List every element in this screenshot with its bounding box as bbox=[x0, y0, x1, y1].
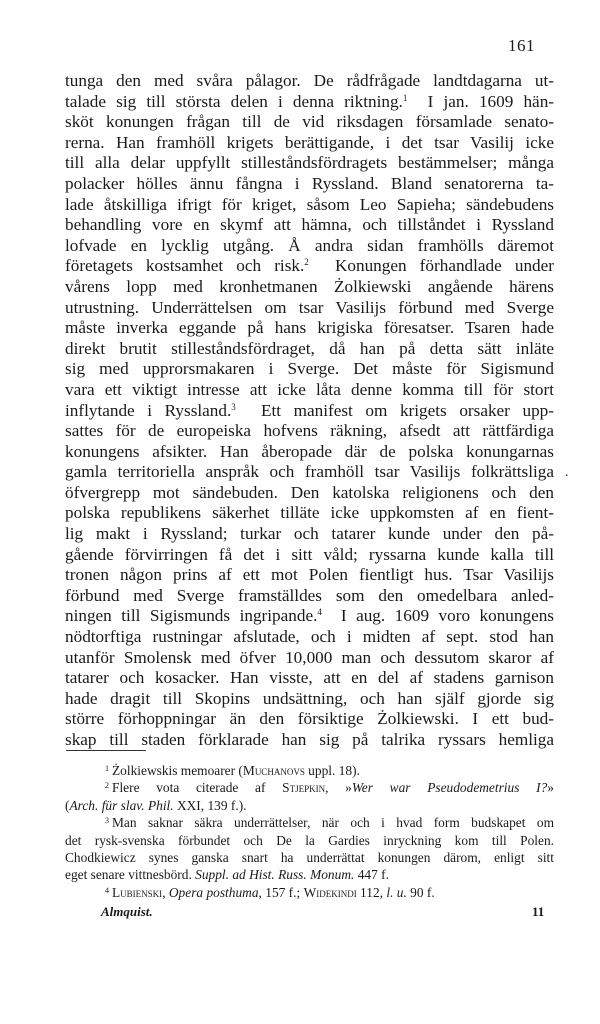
text-line: tatarer och kosacker. Han visste, att en del af stadens garnison bbox=[65, 668, 554, 688]
footnote-ref-2[interactable]: 2 bbox=[304, 257, 309, 268]
footnotes bbox=[65, 762, 554, 901]
footnote-marker: 1 bbox=[105, 764, 109, 773]
footnote-marker: 4 bbox=[105, 885, 109, 895]
footnote-2-cont: (Arch. für slav. Phil. XXI, 139 f.). bbox=[65, 797, 247, 813]
work-title: Opera posthuma bbox=[168, 884, 259, 900]
work-title: Wer war Pseudodemetrius I? bbox=[351, 780, 548, 796]
text-line: nödtorftiga rustningar afslutade, och i midten af sept. stod han bbox=[65, 627, 554, 647]
journal-title: Arch. für slav. Phil. bbox=[69, 797, 174, 813]
text-line: behandling vore en skymf att hämna, och tillståndet i Ryssland bbox=[65, 215, 554, 235]
text-line: lofvade en lycklig utgång. Å andra sidan framhölls däremot bbox=[65, 235, 554, 255]
text-line: skap till staden förklarade han sig på talrika ryssars hemliga bbox=[65, 730, 554, 749]
text-line: hade dragit till Skopins undsättning, och han själf gjorde sig bbox=[65, 688, 554, 708]
text-line: större förhoppningar än den försiktige Żolkiewski. I ett bud- bbox=[65, 709, 554, 729]
signature-number: 11 bbox=[532, 904, 545, 919]
text-line: utanför Smolensk med öfver 10,000 man och dessutom skaror af bbox=[65, 647, 554, 667]
text-line: öfvergrepp mot sändebuden. Den katolska religionens och den bbox=[65, 482, 554, 502]
source-title: Suppl. ad Hist. Russ. Monum. bbox=[195, 867, 355, 883]
footnote-ref-1[interactable]: 1 bbox=[402, 92, 408, 103]
page-number: 161 bbox=[508, 36, 535, 55]
author-name: Lubienski bbox=[112, 884, 163, 900]
text-line: gamla territoriella anspråk och framhöll tsar Vasilijs folkrättsliga bbox=[65, 462, 554, 482]
text-line: rerna. Han framhöll krigets berättigande, i det tsar Vasilij icke bbox=[65, 132, 554, 152]
text-line: gående förvirringen få det i sitt våld; ryssarna kunde kalla till bbox=[65, 544, 554, 564]
stray-mark: . bbox=[565, 465, 569, 480]
footnote-divider bbox=[66, 750, 146, 751]
text-line: konungens afsikter. Han åberopade där de polska konungarnas bbox=[65, 441, 554, 461]
footnote-marker: 2 bbox=[105, 781, 109, 791]
author-name: Widekindi bbox=[303, 884, 357, 900]
text-line: lade åtskilliga ifrigt för kriget, såsom Leo Sapieha; sändebudens bbox=[65, 194, 554, 214]
text-line: sig med upprorsmakaren i Sverge. Det måste för Sigismund bbox=[65, 359, 554, 379]
footnote-3-cont: eget senare vittnesbörd. Suppl. ad Hist. Russ. Monum. 447 f. bbox=[65, 867, 389, 883]
footnote-3-cont: det rysk-svenska förbundet och De la Gardies inryckning kom till Polen. bbox=[65, 832, 554, 848]
text-line: inflytande i Ryssland.$^3$ Ett manifest om krigets orsaker upp- bbox=[65, 400, 554, 420]
text-line: lig makt i Ryssland; turkar och tatarer kunde under den på- bbox=[65, 524, 554, 544]
text-line: till alla delar uppfyllt stilleståndsfördragets bestämmelser; många bbox=[65, 153, 554, 173]
text-line: företagets kostsamhet och risk.$^2$ Konungen förhandlade under bbox=[65, 256, 554, 276]
text-line: direkt brutit stilleståndsfördraget, då han på detta sätt inläte bbox=[65, 338, 554, 358]
text-line: ningen till Sigismunds ingripande.$^4$ I aug. 1609 voro konungens bbox=[65, 606, 554, 626]
text-line: sattes för de europeiska hofvens räkning, afsedt att rättfärdiga bbox=[65, 421, 554, 441]
author-name: Stjepkin bbox=[282, 780, 326, 796]
footnote-3: $^3$ Man saknar säkra underrättelser, när och i hvad form budskapet om bbox=[105, 815, 554, 831]
footnote-marker: 3 bbox=[105, 816, 109, 826]
text-line: talade sig till största delen i denna riktning.$^1$ I jan. 1609 hän- bbox=[65, 91, 555, 111]
text-line: måste inverka eggande på hans krigiska föresatser. Tsaren hade bbox=[65, 318, 554, 338]
printer-signature: Almquist. bbox=[101, 904, 153, 919]
footnote-2: $^2$ Flere vota citerade af Stjepkin, »Wer war Pseudodemetrius I?» bbox=[105, 780, 554, 796]
text-line: tronen någon prins af ett mot Polen fientligt hus. Tsar Vasilijs bbox=[65, 565, 554, 585]
footnote-1: $^1$ Żolkiewskis memoarer (Muchanovs uppl. 18). bbox=[105, 763, 360, 778]
body-text bbox=[65, 71, 554, 751]
footnote-ref-3[interactable]: 3 bbox=[231, 401, 236, 412]
text-line: polacker hölles ännu fångna i Ryssland. Bland senatorerna ta- bbox=[65, 173, 554, 193]
text-line: förbund med Sverge framställdes som den omedelbara anled- bbox=[65, 585, 554, 605]
footnote-4: $^4$ Lubienski, Opera posthuma, 157 f.; Widekindi 112, l. u. 90 f. bbox=[105, 884, 435, 900]
abbreviation: l. u. bbox=[386, 884, 407, 900]
footnote-ref-4[interactable]: 4 bbox=[317, 607, 322, 618]
text-line: tunga den med svåra pålagor. De rådfrågade landtdagarna ut- bbox=[65, 71, 554, 90]
text-line: polska republikens säkerhet tilläte icke uppkomsten af en fient- bbox=[65, 503, 554, 523]
text-line: vara ett viktigt intresse att icke låta denne komma till för stort bbox=[65, 379, 554, 399]
text-line: utrustning. Underrättelsen om tsar Vasilijs förbund med Sverge bbox=[65, 297, 554, 317]
footnote-3-cont: Chodkiewicz synes ganska snart ha underrättat konungen därom, enligt sitt bbox=[65, 849, 554, 865]
text-line: sköt konungen frågan till de vid riksdagen församlade senato- bbox=[65, 112, 554, 132]
text-line: vårens lopp med kronhetmanen Żolkiewski angående härens bbox=[65, 276, 554, 296]
author-name: Muchanovs bbox=[242, 763, 305, 778]
